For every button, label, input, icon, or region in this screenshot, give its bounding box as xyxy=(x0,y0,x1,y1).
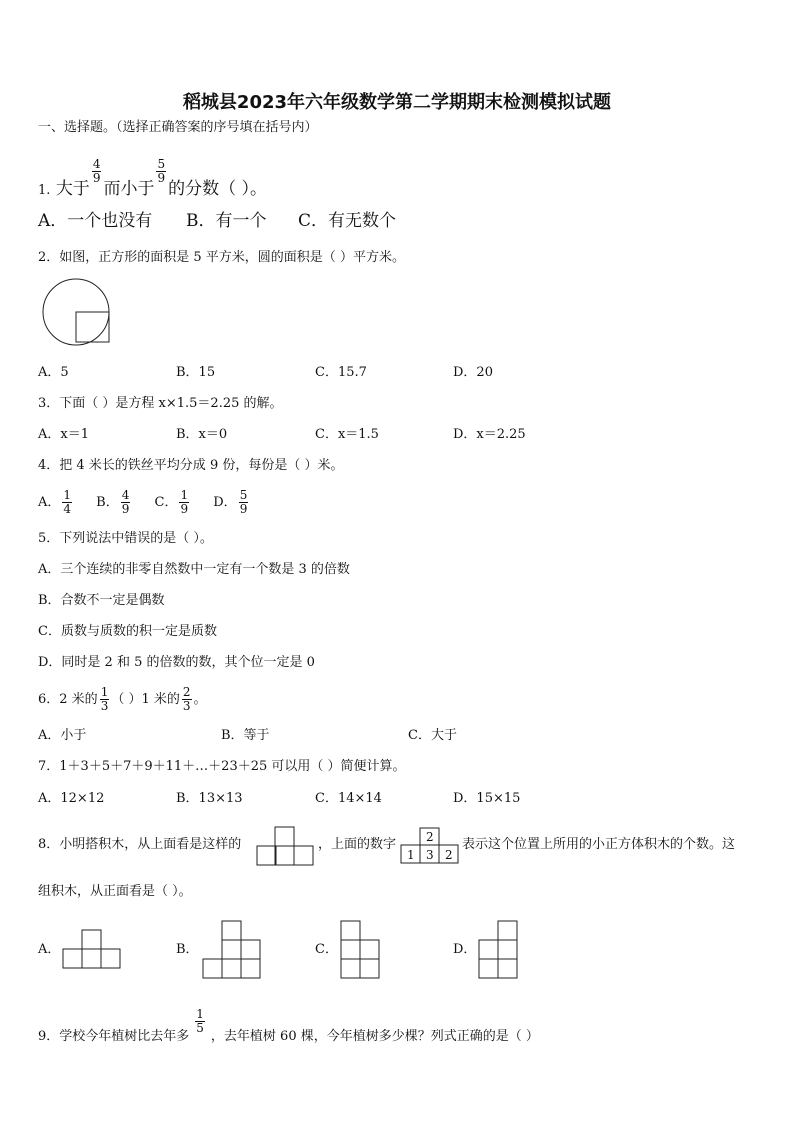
grid-digit-middle: 3 xyxy=(426,848,434,862)
q7-option-a: A．12×12 xyxy=(38,791,105,806)
front-view-a-figure xyxy=(62,929,124,971)
q5-option-d: D．同时是 2 和 5 的倍数的数，其个位一定是 0 xyxy=(38,655,315,670)
question-8-text-c: 表示这个位置上所用的小正方体积木的个数。这 xyxy=(462,837,736,852)
page-title: 稻城县2023年六年级数学第二学期期末检测模拟试题 xyxy=(182,92,612,113)
question-8-text-a: 8．小明搭积木，从上面看是这样的 xyxy=(38,837,242,852)
front-view-c-figure xyxy=(340,920,384,982)
q6-option-a: A．小于 xyxy=(38,728,87,743)
q4-options xyxy=(38,488,250,518)
q6-fraction-2: $\frac{2}{3}$ xyxy=(182,685,191,713)
q8-option-b: B． xyxy=(176,942,199,957)
count-grid-figure xyxy=(400,827,462,865)
q1-text-c: 的分数（ ）。 xyxy=(168,179,267,199)
q1-text-b: 而小于 xyxy=(103,179,155,199)
square-shape xyxy=(76,312,109,342)
question-1 xyxy=(38,158,267,201)
q4-option-d: D． xyxy=(213,495,237,510)
q2-option-a: A．5 xyxy=(38,365,69,380)
q6-option-c: C．大于 xyxy=(408,728,457,743)
q4-fraction-a: $\frac{1}{4}$ xyxy=(63,488,72,516)
q8-option-a: A． xyxy=(38,942,61,957)
question-4: 4．把 4 米长的铁丝平均分成 9 份，每份是（ ）米。 xyxy=(38,458,344,473)
question-2: 2．如图，正方形的面积是 5 平方米，圆的面积是（ ）平方米。 xyxy=(38,250,405,265)
front-view-b-figure xyxy=(202,920,264,982)
question-5: 5．下列说法中错误的是（ ）。 xyxy=(38,531,213,546)
q1-option-a: A．一个也没有 xyxy=(38,211,153,231)
q6-text-a: 6．2 米的 xyxy=(38,692,98,707)
top-view-figure xyxy=(256,826,316,866)
q1-option-b: B．有一个 xyxy=(186,211,267,231)
q4-fraction-b: $\frac{4}{9}$ xyxy=(121,488,130,516)
q1-number: 1. xyxy=(38,183,51,198)
q3-option-b: B．x＝0 xyxy=(176,427,228,442)
question-8-text-d: 组积木，从正面看是（ ）。 xyxy=(38,884,192,899)
q3-option-c: C．x＝1.5 xyxy=(315,427,379,442)
q6-option-b: B．等于 xyxy=(221,728,270,743)
question-8-text-b: ，上面的数字 xyxy=(318,837,397,852)
q6-text-b: （ ）1 米的 xyxy=(111,692,180,707)
section-heading: 一、选择题。（选择正确答案的序号填在括号内） xyxy=(38,120,318,135)
q3-option-a: A．x＝1 xyxy=(38,427,89,442)
q2-option-c: C．15.7 xyxy=(315,365,367,380)
question-6 xyxy=(38,685,207,715)
grid-digit-right: 2 xyxy=(445,848,453,862)
question-9 xyxy=(38,1008,539,1052)
q4-option-b: B． xyxy=(96,495,119,510)
q2-option-b: B．15 xyxy=(176,365,216,380)
q1-option-c: C．有无数个 xyxy=(298,211,397,231)
q6-fraction-1: $\frac{1}{3}$ xyxy=(100,685,109,713)
q1-text-a: 大于 xyxy=(55,179,90,199)
q9-fraction: $\frac{1}{5}$ xyxy=(196,1007,204,1035)
q5-option-c: C．质数与质数的积一定是质数 xyxy=(38,624,217,639)
q4-option-c: C． xyxy=(154,495,178,510)
grid-digit-top: 2 xyxy=(426,830,434,844)
q1-fraction-2: $\frac{5}{9}$ xyxy=(157,157,166,185)
question-3: 3．下面（ ）是方程 x×1.5＝2.25 的解。 xyxy=(38,396,283,411)
q4-fraction-c: $\frac{1}{9}$ xyxy=(180,488,189,516)
q2-option-d: D．20 xyxy=(453,365,493,380)
q9-text-a: 9．学校今年植树比去年多 xyxy=(38,1029,190,1044)
q1-fraction-1: $\frac{4}{9}$ xyxy=(92,157,101,185)
q8-option-d: D． xyxy=(453,942,477,957)
q6-text-c: 。 xyxy=(193,692,207,707)
q4-fraction-d: $\frac{5}{9}$ xyxy=(239,488,248,516)
grid-digit-left: 1 xyxy=(407,848,415,862)
front-view-d-figure xyxy=(478,920,522,982)
circle-square-figure xyxy=(40,282,112,344)
q9-text-b: ，去年植树 60 棵，今年植树多少棵？列式正确的是（ ） xyxy=(210,1029,539,1044)
q5-option-a: A．三个连续的非零自然数中一定有一个数是 3 的倍数 xyxy=(38,562,350,577)
q5-option-b: B．合数不一定是偶数 xyxy=(38,593,165,608)
q7-option-b: B．13×13 xyxy=(176,791,243,806)
question-7: 7．1＋3＋5＋7＋9＋11＋…＋23＋25 可以用（ ）简便计算。 xyxy=(38,759,406,774)
q4-option-a: A． xyxy=(38,495,61,510)
q3-option-d: D．x＝2.25 xyxy=(453,427,526,442)
q7-option-c: C．14×14 xyxy=(315,791,382,806)
q7-option-d: D．15×15 xyxy=(453,791,521,806)
q8-option-c: C． xyxy=(315,942,338,957)
